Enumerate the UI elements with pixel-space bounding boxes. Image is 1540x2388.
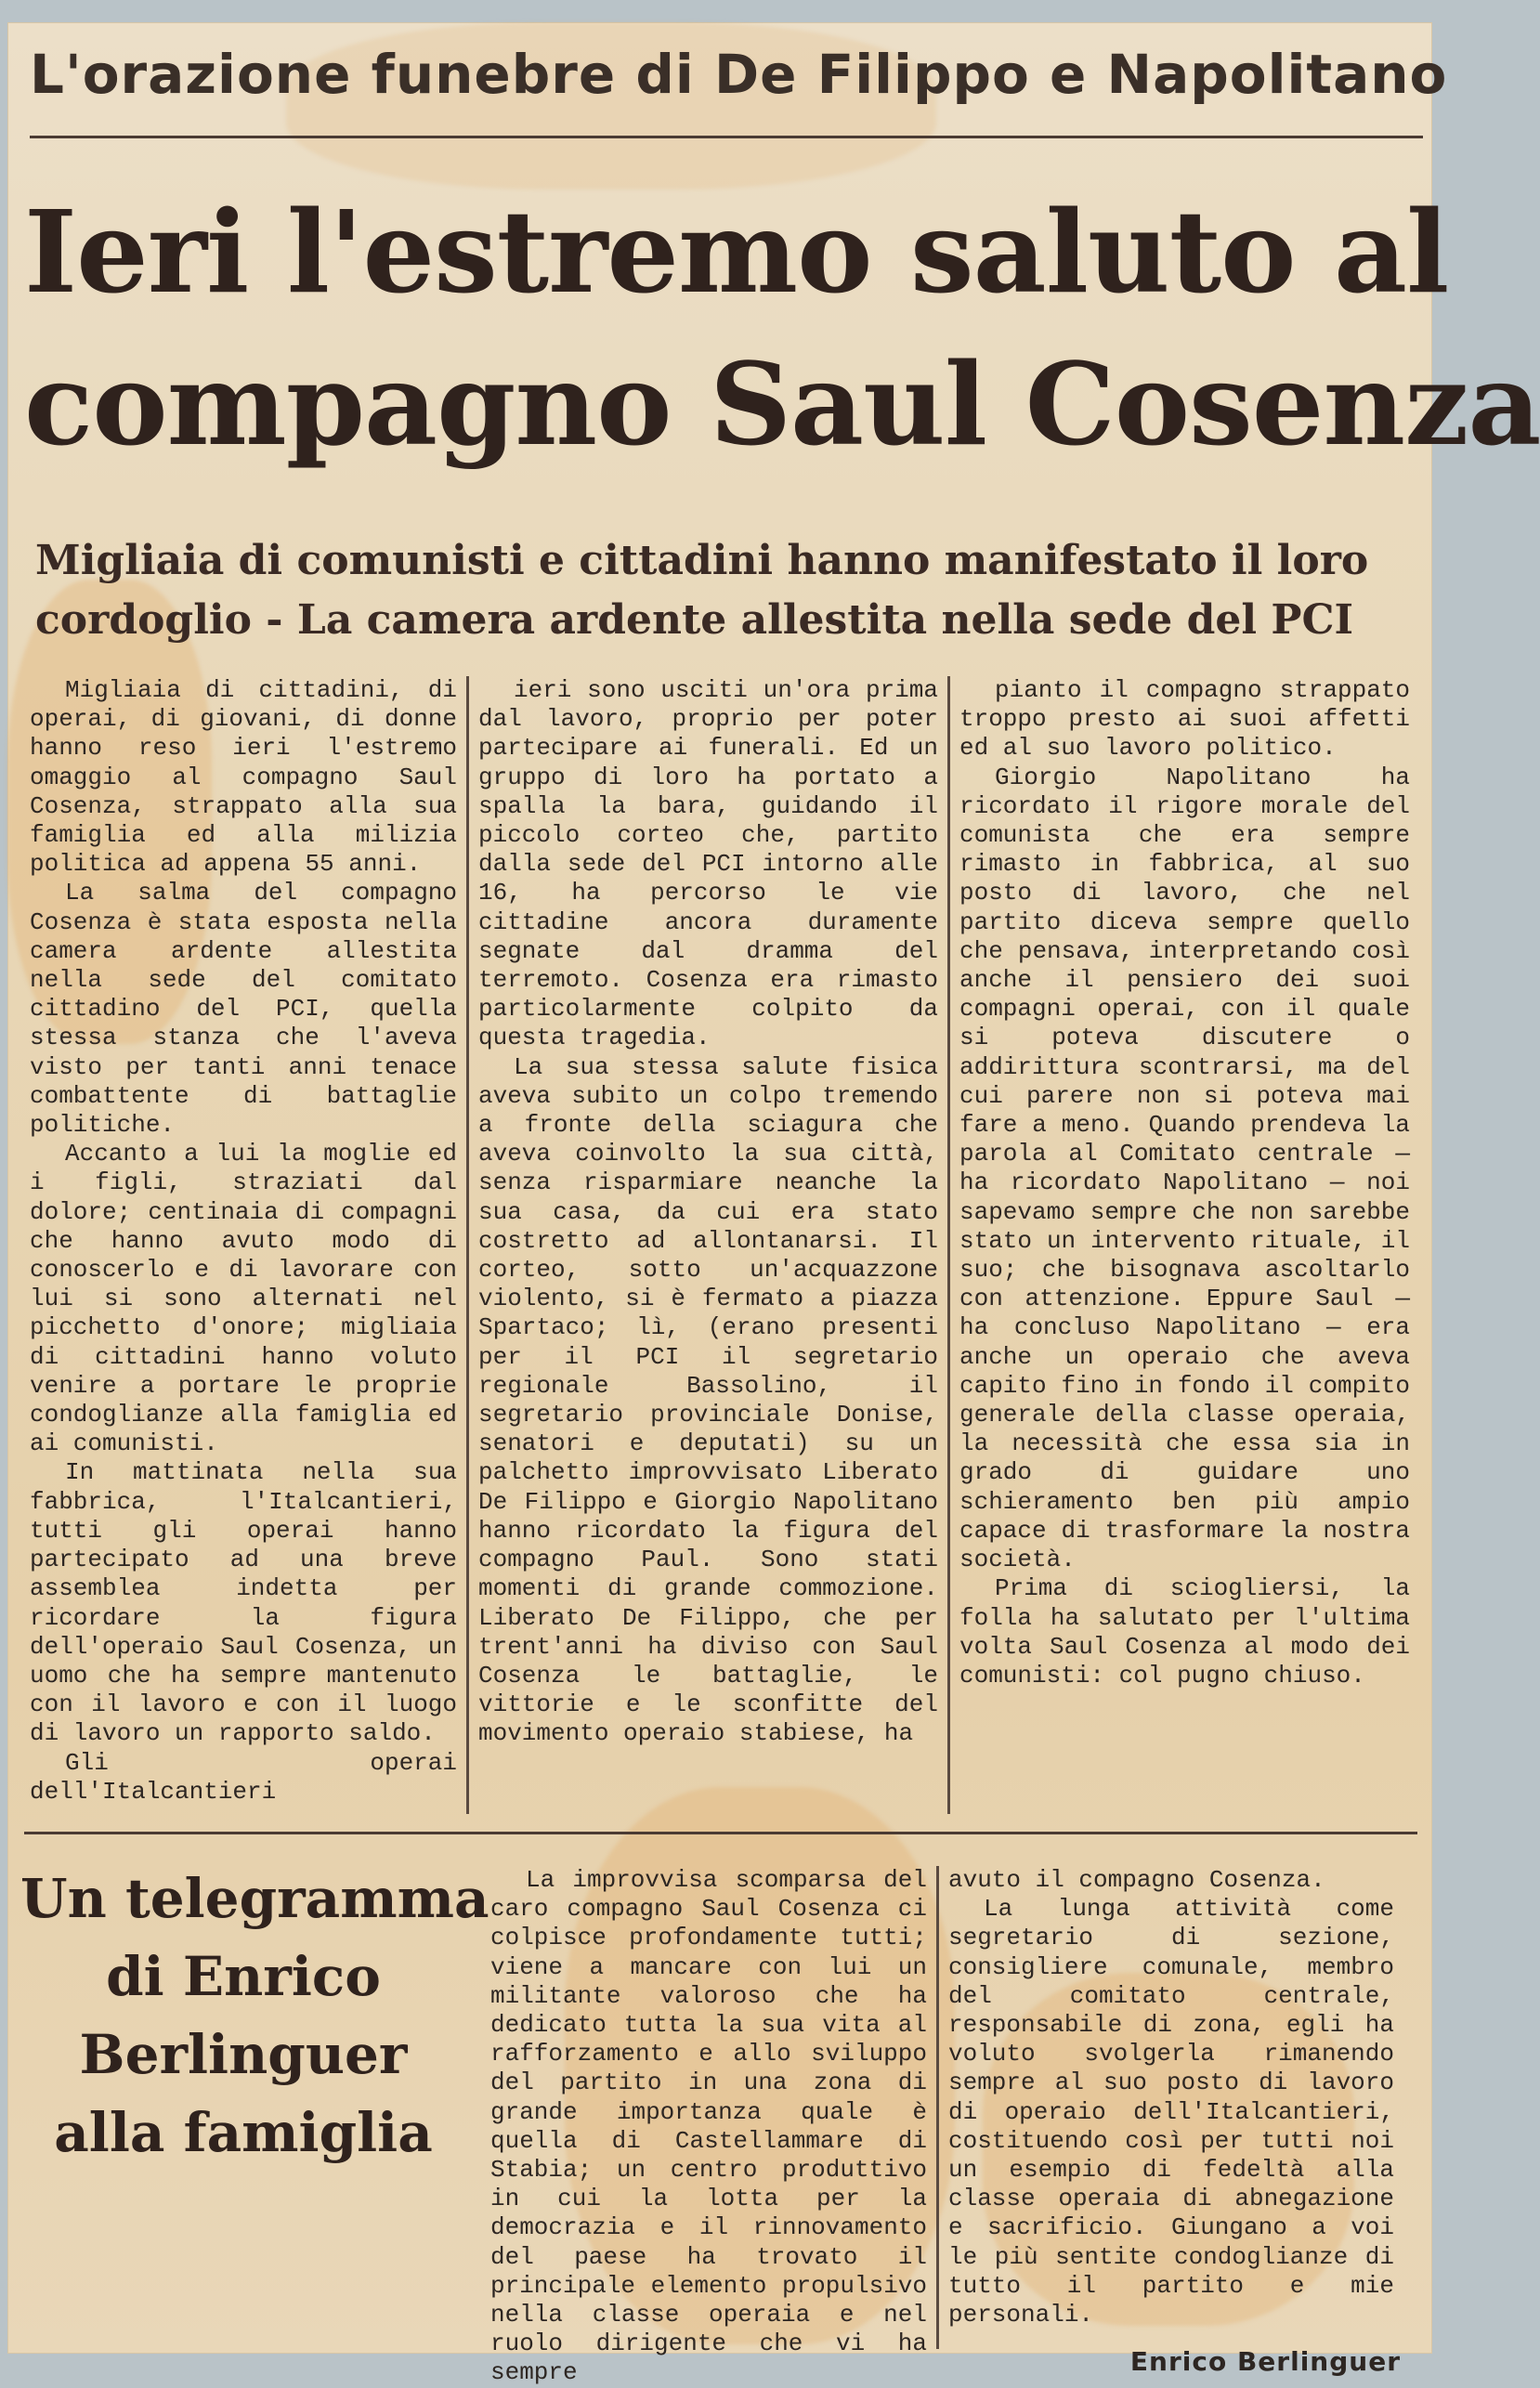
- subheadline-line-1: Migliaia di comunisti e cittadini hanno manifestato il loro: [35, 537, 1369, 584]
- paragraph: Migliaia di cittadini, di operai, di giovani, di donne hanno reso ieri l'estremo omaggio al compagno Saul Cosenza, strappato alla sua famiglia ed alla milizia politica ad appena 55 anni.: [30, 676, 457, 879]
- paragraph: avuto il compagno Cosenza.: [948, 1866, 1325, 1894]
- paragraph: La improvvisa scomparsa del caro compagno Saul Cosenza ci colpisce profondamente tutti; viene a mancare con lui un militante valoroso che ha dedicato tutta la sua vita al rafforzamento e allo sviluppo del partito in una zona di grande importanza quale è quella di Castellammare di Stabia; un centro produttivo in cui la lotta per la democrazia e il rinnovamento del paese ha trovato il principale elemento propulsivo nella classe operaia e nel ruolo dirigente che vi ha sempre: [490, 1866, 927, 2387]
- paragraph: La salma del compagno Cosenza è stata esposta nella camera ardente allestita nella sede del comitato cittadino del PCI, quella stessa stanza che l'aveva visto per tanti anni tenace combattente di battaglie politiche.: [30, 879, 457, 1140]
- paragraph: pianto il compagno strappato troppo presto ai suoi affetti ed al suo lavoro politico.: [959, 676, 1410, 763]
- paragraph: La lunga attività come segretario di sezione, consigliere comunale, membro del comitato centrale, responsabile di zona, egli ha voluto svolgerla rimanendo sempre al suo posto di lavoro di operaio dell'Italcantieri, costituendo così per tutti noi un esempio di fedeltà alla classe operaia di abnegazione e sacrificio. Giungano a voi le più sentite condoglianze di tutto il partito e mie personali.: [948, 1895, 1394, 2329]
- kicker: L'orazione funebre di De Filippo e Napolitano: [30, 43, 1448, 106]
- telegram-column-1: [481, 1866, 936, 2387]
- article-column-3: [950, 676, 1419, 1814]
- paragraph: Giorgio Napolitano ha ricordato il rigore morale del comunista che era sempre rimasto in fabbrica, al suo posto di lavoro, che nel partito diceva sempre quello che pensava, interpretando così anche il pensiero dei suoi compagni operai, con il quale si poteva discutere o addirittura scontrarsi, ma del cui parere non si poteva mai fare a meno. Quando prendeva la parola al Comitato centrale — ha ricordato Napolitano — noi sapevamo sempre che non sarebbe stato un intervento rituale, il suo; che bisognava ascoltarlo con attenzione. Eppure Saul — ha concluso Napolitano — era anche un operaio che aveva capito fino in fondo il compito generale della classe operaia, la necessità che essa sia in grado di guidare uno schieramento ben più ampio capace di trasformare la nostra società.: [959, 763, 1410, 1574]
- headline-line-1: Ieri l'estremo saluto al: [24, 185, 1449, 319]
- paragraph: Accanto a lui la moglie ed i figli, straziati dal dolore; centinaia di compagni che hanno avuto modo di conoscerlo e di lavorare con lui si sono alternati nel picchetto d'onore; migliaia di cittadini hanno voluto venire a portare le proprie condoglianze alla famiglia ed ai comunisti.: [30, 1140, 457, 1458]
- paragraph: Gli operai dell'Italcantieri: [30, 1748, 457, 1806]
- telegram-title-line: Un telegramma: [20, 1867, 489, 1930]
- telegram-title: [20, 1860, 489, 2172]
- headline: [24, 176, 1540, 480]
- paragraph: ieri sono usciti un'ora prima dal lavoro, proprio per poter partecipare ai funerali. Ed un gruppo di loro ha portato a spalla la bara, guidando il piccolo corteo che, partito dalla sede del PCI intorno alle 16, ha percorso le vie cittadine ancora duramente segnate dal dramma del terremoto. Cosenza era rimasto particolarmente colpito da questa tragedia.: [478, 676, 938, 1052]
- telegram-title-line: di Enrico: [106, 1945, 381, 2008]
- telegram-column-2: [939, 1866, 1403, 2349]
- newspaper-clipping: [7, 22, 1540, 2387]
- signature: Enrico Berlinguer: [1129, 2346, 1401, 2377]
- article-column-1: [20, 676, 466, 1814]
- paragraph: La sua stessa salute fisica aveva subito un colpo tremendo a fronte della sciagura che aveva coinvolto la sua città, senza risparmiare neanche la sua casa, da cui era stato costretto ad allontanarsi. Il corteo, sotto un'acquazzone violento, si è fermato a piazza Spartaco; lì, (erano presenti per il PCI il segretario regionale Bassolino, il segretario provinciale Donise, senatori e deputati) su un palchetto improvvisato Liberato De Filippo e Giorgio Napolitano hanno ricordato la figura del compagno Paul. Sono stati momenti di grande commozione. Liberato De Filippo, che per trent'anni ha diviso con Saul Cosenza le battaglie, le vittorie e le sconfitte del movimento operaio stabiese, ha: [478, 1052, 938, 1748]
- telegram-title-line: alla famiglia: [54, 2101, 433, 2164]
- subheadline: [35, 531, 1429, 650]
- paragraph: Prima di sciogliersi, la folla ha salutato per l'ultima volta Saul Cosenza al modo dei comunisti: col pugno chiuso.: [959, 1574, 1410, 1690]
- kicker-rule: [30, 136, 1423, 138]
- article-column-2: [469, 676, 947, 1814]
- telegram-title-line: Berlinguer: [79, 2023, 408, 2086]
- section-divider: [24, 1832, 1417, 1834]
- subheadline-line-2: cordoglio - La camera ardente allestita nella sede del PCI: [35, 596, 1354, 644]
- headline-line-2: compagno Saul Cosenza: [24, 337, 1540, 471]
- paragraph: In mattinata nella sua fabbrica, l'Italcantieri, tutti gli operai hanno partecipato ad una breve assemblea indetta per ricordare la figura dell'operaio Saul Cosenza, un uomo che ha sempre mantenuto con il lavoro e con il luogo di lavoro un rapporto saldo.: [30, 1458, 457, 1748]
- article-body: [20, 676, 1419, 1814]
